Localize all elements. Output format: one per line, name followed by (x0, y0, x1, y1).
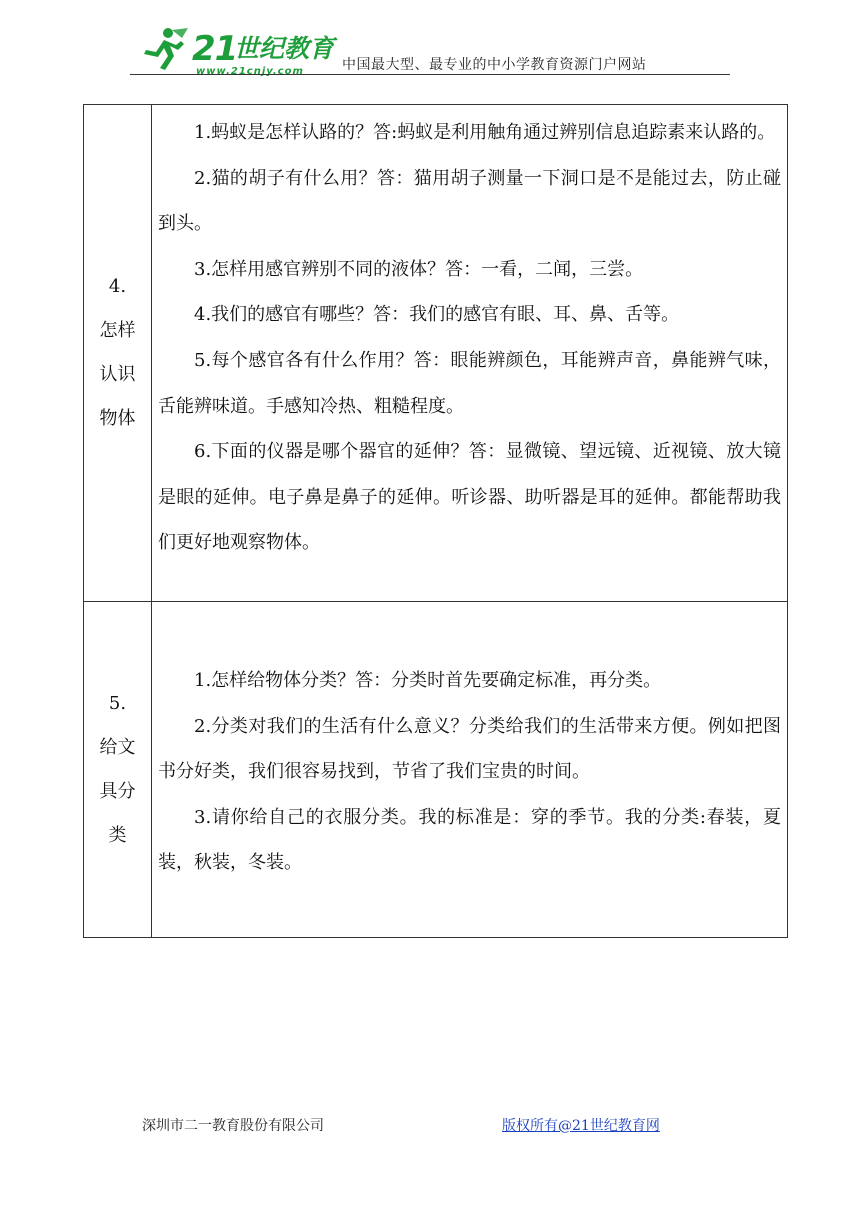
topic-label-line: 类 (108, 824, 127, 846)
qa-paragraph: 4.我们的感官有哪些？答：我们的感官有眼、耳、鼻、舌等。 (194, 304, 680, 326)
runner-logo-icon (138, 26, 190, 72)
content-table (83, 104, 788, 938)
topic-label-line: 怎样 (99, 320, 136, 341)
topic-label-line: 认识 (99, 364, 136, 385)
header-divider (130, 74, 730, 75)
topic-label-line: 5. (108, 692, 127, 714)
topic-label-line: 具分 (99, 780, 136, 802)
topic-label-cell (84, 105, 152, 601)
qa-paragraph: 2.猫的胡子有什么用？答：猫用胡子测量一下洞口是不是能过去，防止碰到头。 (158, 167, 781, 235)
qa-paragraph: 5.每个感官各有什么作用？答：眼能辨颜色，耳能辨声音，鼻能辨气味，舌能辨味道。手感知冷热、粗糙程度。 (158, 349, 781, 417)
footer-company: 深圳市二一教育股份有限公司 (142, 1118, 324, 1134)
logo-number: 21 (192, 29, 238, 69)
topic-label-line: 物体 (99, 408, 136, 429)
topic-label-line: 给文 (99, 736, 136, 758)
logo-text: 世纪教育 (234, 34, 335, 63)
qa-paragraph: 1.怎样给物体分类？答：分类时首先要确定标准，再分类。 (194, 670, 662, 691)
qa-paragraph: 6.下面的仪器是哪个器官的延伸？答：显微镜、望远镜、近视镜、放大镜是眼的延伸。电子鼻是鼻子的延伸。听诊器、助听器是耳的延伸。都能帮助我们更好地观察物体。 (158, 441, 781, 554)
page-header (130, 16, 730, 78)
topic-label-line: 4. (108, 276, 127, 297)
header-slogan: 中国最大型、最专业的中小学教育资源门户网站 (342, 57, 647, 73)
qa-paragraph: 1.蚂蚁是怎样认路的？答:蚂蚁是利用触角通过辨别信息追踪素来认路的。 (194, 122, 776, 143)
topic-content-cell (152, 105, 787, 601)
copyright-link[interactable]: 版权所有@21世纪教育网 (502, 1118, 660, 1134)
qa-paragraph: 3.怎样用感官辨别不同的液体？答：一看，二闻，三尝。 (194, 258, 644, 280)
topic-label-cell (84, 602, 152, 937)
table-row (84, 105, 787, 601)
qa-paragraph: 3.请你给自己的衣服分类。我的标准是：穿的季节。我的分类:春装，夏装，秋装，冬装。 (158, 806, 781, 874)
topic-content-cell (152, 602, 787, 937)
table-row (84, 601, 787, 937)
logo-url: www.21cnjy.com (196, 66, 304, 77)
qa-paragraph: 2.分类对我们的生活有什么意义？分类给我们的生活带来方便。例如把图书分好类，我们很容易找到，节省了我们宝贵的时间。 (158, 715, 781, 783)
